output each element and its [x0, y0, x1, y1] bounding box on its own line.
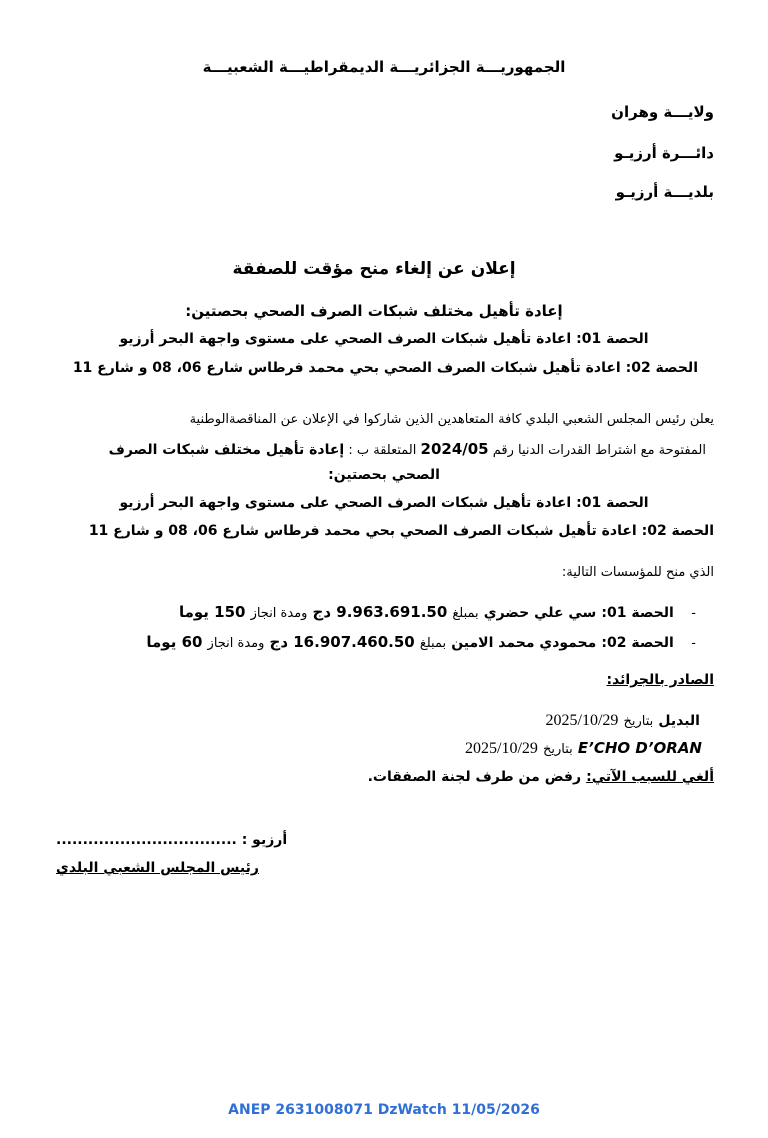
reason-text: رفض من طرف لجنة الصفقات.	[367, 769, 582, 785]
republic-header: الجمهوريـــة الجزائريـــة الديمقراطيـــة الشعبيـــة	[202, 58, 566, 76]
tender-number: 2024/05	[420, 440, 489, 458]
award-lot: الحصة 02:	[601, 635, 674, 651]
reason-label: ألغي للسبب الآتي:	[586, 769, 714, 785]
published-heading: الصادر بالجرائد:	[606, 672, 714, 688]
publication-date: 2025/10/29	[465, 740, 538, 757]
body-line2-mid: المتعلقة ب :	[348, 443, 417, 458]
body-line2-bold: إعادة تأهيل مختلف شبكات الصرف	[108, 442, 345, 458]
signature-place-line	[56, 832, 287, 848]
award-amount: 9.963.691.50 دج	[312, 603, 448, 621]
date-prefix: بتاريخ	[543, 742, 573, 757]
award-duration: 60 يوما	[146, 633, 203, 651]
award-company: سي علي حضري	[483, 605, 597, 621]
document-title: إعلان عن إلغاء منح مؤقت للصفقة	[232, 259, 516, 279]
body-paragraph-line2	[109, 440, 706, 458]
body-paragraph-line3: الصحي بحصتين:	[328, 467, 440, 483]
signature-dots: ..................................	[56, 832, 237, 848]
wilaya-label: ولايـــة وهران	[611, 103, 714, 121]
published-item-2	[465, 738, 702, 758]
list-bullet: -	[678, 636, 696, 651]
published-item-1	[546, 710, 701, 730]
signature-place: أرزيو :	[241, 832, 288, 848]
award-company: محمودي محمد الامين	[451, 635, 597, 651]
footer-reference: ANEP 2631008071 DzWatch 11/05/2026	[228, 1102, 540, 1118]
award-duration-prefix: ومدة انجاز	[207, 636, 265, 651]
project-heading: إعادة تأهيل مختلف شبكات الصرف الصحي بحصتين:	[185, 302, 563, 320]
award-duration: 150 يوما	[178, 603, 246, 621]
award-amount-prefix: بمبلغ	[419, 636, 447, 651]
body-line2-start: المفتوحة مع اشتراط القدرات الدنيا رقم	[492, 443, 706, 458]
list-bullet: -	[678, 606, 696, 621]
cancellation-reason	[368, 766, 714, 785]
award-duration-prefix: ومدة انجاز	[250, 606, 308, 621]
award-amount-prefix: بمبلغ	[452, 606, 479, 621]
publication-date: 2025/10/29	[545, 712, 619, 729]
awarded-intro: الذي منح للمؤسسات التالية:	[561, 565, 714, 580]
newspaper-name: البديل	[658, 713, 700, 729]
award-item-1	[179, 602, 696, 621]
project-lot1: الحصة 01: اعادة تأهيل شبكات الصرف الصحي على مستوى واجهة البحر أرزيو	[119, 331, 649, 347]
body-paragraph-line1: يعلن رئيس المجلس الشعبي البلدي كافة المتعاهدين الذين شاركوا في الإعلان عن المناقصةالوطنية	[189, 412, 714, 427]
award-amount: 16.907.460.50 دج	[269, 633, 415, 651]
body-lot1: الحصة 01: اعادة تأهيل شبكات الصرف الصحي على مستوى واجهة البحر أرزيو	[119, 495, 649, 511]
body-lot2: الحصة 02: اعادة تأهيل شبكات الصرف الصحي بحي محمد فرطاس شارع 06، 08 و شارع 11	[88, 523, 714, 539]
award-lot: الحصة 01:	[601, 605, 674, 621]
newspaper-name: E’CHO D’ORAN	[577, 739, 702, 757]
baladia-label: بلديـــة أرزيـو	[615, 183, 714, 201]
project-lot2: الحصة 02: اعادة تأهيل شبكات الصرف الصحي بحي محمد فرطاس شارع 06، 08 و شارع 11	[72, 360, 698, 376]
signature-title: رئيس المجلس الشعبي البلدي	[56, 860, 259, 876]
daira-label: دائـــرة أرزيـو	[614, 144, 714, 162]
date-prefix: بتاريخ	[623, 714, 654, 729]
award-item-2	[146, 632, 696, 651]
